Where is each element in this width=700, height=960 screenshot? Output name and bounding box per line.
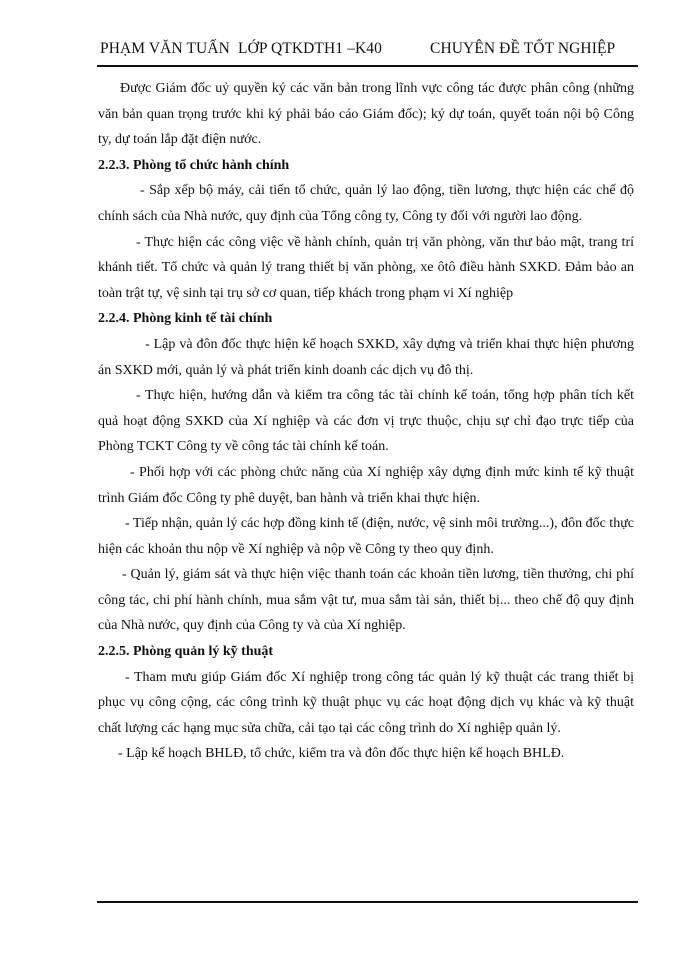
section-2-2-4-paragraph-5: - Quản lý, giám sát và thực hiện việc thanh toán các khoản tiền lương, tiền thưởng, chi phí công tác, chi phí hành chính, mua sắm vật tư, mua sắm tài sản, thiết bị... theo chế độ quy định của Nhà nước, quy định của Công ty và của Xí nghiệp.	[98, 567, 634, 634]
document-body	[98, 76, 634, 767]
section-2-2-4-paragraph-2: - Thực hiện, hướng dẫn và kiểm tra công tác tài chính kế toán, tổng hợp phân tích kết quả hoạt động SXKD của Xí nghiệp và các đơn vị trực thuộc, chịu sự chỉ đạo trực tiếp của Phòng TCKT Công ty về công tác tài chính kế toán.	[98, 388, 634, 455]
intro-paragraph: Được Giám đốc uỷ quyền ký các văn bản trong lĩnh vực công tác được phân công (những văn bản quan trọng trước khi ký phải báo cáo Giám đốc); ký dự toán, quyết toán nội bộ Công ty, dự toán lắp đặt điện nước.	[98, 81, 634, 148]
section-2-2-3-paragraph-2: - Thực hiện các công việc về hành chính, quản trị văn phòng, văn thư bảo mật, trang trí khánh tiết. Tổ chức và quản lý trang thiết bị văn phòng, xe ôtô điều hành SXKD. Đảm bảo an toàn trật tự, vệ sinh tại trụ sở cơ quan, tiếp khách trong phạm vi Xí nghiệp	[98, 234, 634, 301]
section-heading-2-2-5: 2.2.5. Phòng quản lý kỹ thuật	[98, 644, 274, 660]
section-2-2-5-paragraph-1: - Tham mưu giúp Giám đốc Xí nghiệp trong công tác quản lý kỹ thuật các trang thiết bị phục vụ công cộng, các công trình kỹ thuật phục vụ các hoạt động dịch vụ khác và kỹ thuật chất lượng các hạng mục sửa chữa, cải tạo tại các công trình do Xí nghiệp quản lý.	[98, 669, 634, 736]
footer-divider	[97, 901, 638, 903]
section-2-2-4-paragraph-4: - Tiếp nhận, quản lý các hợp đồng kinh tế (điện, nước, vệ sinh môi trường...), đôn đốc thực hiện các khoản thu nộp về Xí nghiệp và nộp về Công ty theo quy định.	[98, 516, 634, 557]
section-2-2-5-paragraph-2: - Lập kế hoạch BHLĐ, tổ chức, kiểm tra và đôn đốc thực hiện kế hoạch BHLĐ.	[118, 746, 565, 762]
section-heading-2-2-4: 2.2.4. Phòng kinh tế tài chính	[98, 311, 273, 327]
section-2-2-4-paragraph-3: - Phối hợp với các phòng chức năng của Xí nghiệp xây dựng định mức kinh tế kỹ thuật trình Giám đốc Công ty phê duyệt, ban hành và triển khai thực hiện.	[98, 464, 634, 506]
header-class: LỚP QTKDTH1 –K40	[238, 40, 382, 57]
section-heading-2-2-3: 2.2.3. Phòng tổ chức hành chính	[98, 157, 290, 173]
header-divider	[97, 65, 638, 67]
section-2-2-4-paragraph-1: - Lập và đôn đốc thực hiện kế hoạch SXKD, xây dựng và triển khai thực hiện phương án SXKD mới, quản lý và phát triển kinh doanh các dịch vụ đô thị.	[98, 336, 634, 378]
section-2-2-3-paragraph-1: - Sắp xếp bộ máy, cải tiến tổ chức, quản lý lao động, tiền lương, thực hiện các chế độ chính sách của Nhà nước, quy định của Tổng công ty, Công ty đối với người lao động.	[98, 183, 634, 224]
header-topic: CHUYÊN ĐỀ TỐT NGHIỆP	[430, 40, 616, 57]
page-header	[100, 40, 640, 64]
header-author: PHẠM VĂN TUẤN	[100, 40, 230, 57]
